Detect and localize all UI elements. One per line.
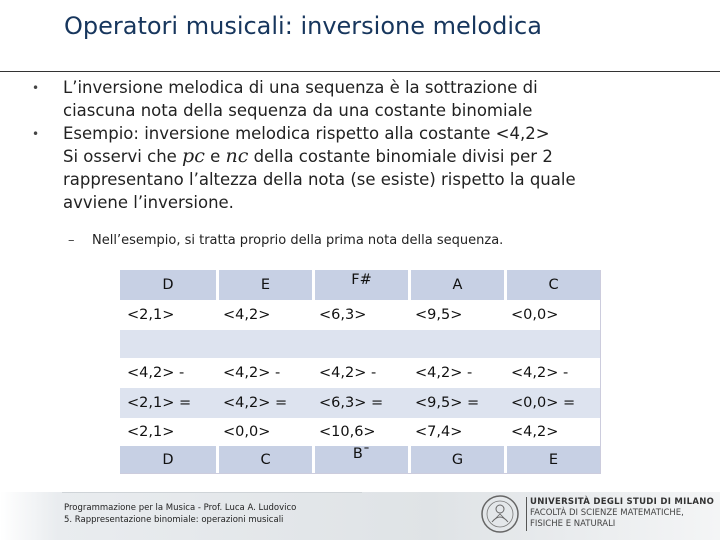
sub-bullet-marker: – bbox=[68, 233, 75, 248]
table-cell: <9,5> = bbox=[415, 395, 480, 411]
table-header-cell: D bbox=[162, 277, 174, 293]
table-footer-row bbox=[120, 446, 600, 473]
inversion-table bbox=[120, 270, 601, 474]
table-row bbox=[120, 358, 600, 388]
table-cell: <2,1> bbox=[127, 307, 175, 323]
symbol-pc: pc bbox=[182, 145, 205, 167]
table-cell: <4,2> - bbox=[127, 365, 185, 381]
table-cell: <6,3> = bbox=[319, 395, 384, 411]
table-row-empty bbox=[120, 330, 600, 358]
bullet-line: rappresentano l’altezza della nota (se esiste) rispetto la quale bbox=[63, 170, 576, 189]
text-fragment: della costante binomiale divisi per 2 bbox=[248, 147, 553, 166]
university-seal-icon bbox=[480, 494, 520, 534]
table-cell bbox=[408, 330, 504, 358]
table-cell: <4,2> - bbox=[511, 365, 569, 381]
table-row bbox=[120, 388, 600, 418]
table-cell bbox=[120, 330, 216, 358]
footer-course-line: Programmazione per la Musica - Prof. Luca A. Ludovico bbox=[64, 503, 297, 513]
table-cell: <0,0> bbox=[511, 307, 559, 323]
title-divider bbox=[0, 71, 720, 72]
text-fragment: Si osservi che bbox=[63, 147, 183, 166]
table-cell: <7,4> bbox=[415, 424, 463, 440]
table-footer-cell: B¯ bbox=[312, 446, 408, 473]
table-footer-cell: D bbox=[162, 451, 174, 468]
table-cell: <4,2> bbox=[511, 424, 559, 440]
table-footer-cell: E bbox=[504, 446, 600, 473]
footer-course-info bbox=[64, 502, 296, 526]
bullet-line: ciascuna nota della sequenza da una costante binomiale bbox=[63, 101, 533, 120]
table-header-cell: F# bbox=[312, 270, 408, 300]
bullet-example bbox=[63, 122, 663, 214]
table-header-cell: A bbox=[408, 270, 504, 300]
text-fragment: e bbox=[204, 147, 226, 166]
table-cell: <0,0> bbox=[223, 424, 271, 440]
table-cell: <4,2> - bbox=[415, 365, 473, 381]
bullet-marker: • bbox=[32, 127, 40, 141]
bullet-line: avviene l’inversione. bbox=[63, 193, 234, 212]
bullet-line bbox=[63, 145, 663, 168]
table-cell: <4,2> - bbox=[319, 365, 377, 381]
table-header-cell: E bbox=[216, 270, 312, 300]
table-footer-cell: G bbox=[408, 446, 504, 473]
table-cell bbox=[504, 330, 600, 358]
table-cell: <2,1> bbox=[127, 424, 175, 440]
table-cell: <0,0> = bbox=[511, 395, 576, 411]
table-header-cell: C bbox=[504, 270, 600, 300]
slide-title: Operatori musicali: inversione melodica bbox=[64, 12, 542, 40]
university-logo-text bbox=[530, 497, 714, 530]
faculty-name-cont: FISICHE E NATURALI bbox=[530, 519, 616, 529]
table-footer-cell: C bbox=[216, 446, 312, 473]
footer-lecture-line: 5. Rappresentazione binomiale: operazioni musicali bbox=[64, 515, 284, 525]
table-header-row bbox=[120, 270, 600, 300]
table-row bbox=[120, 418, 600, 446]
table-cell: <2,1> = bbox=[127, 395, 192, 411]
table-cell: <6,3> bbox=[319, 307, 367, 323]
table-cell bbox=[312, 330, 408, 358]
bullet-definition bbox=[63, 76, 663, 122]
table-cell: <10,6> bbox=[319, 424, 376, 440]
table-cell: <9,5> bbox=[415, 307, 463, 323]
table-cell: <4,2> = bbox=[223, 395, 288, 411]
sub-bullet-text: Nell’esempio, si tratta proprio della prima nota della sequenza. bbox=[92, 233, 504, 248]
university-name: UNIVERSITÀ DEGLI STUDI DI MILANO bbox=[530, 497, 715, 507]
logo-separator bbox=[526, 497, 527, 531]
table-cell bbox=[216, 330, 312, 358]
table-cell: <4,2> - bbox=[223, 365, 281, 381]
faculty-name: FACOLTÀ DI SCIENZE MATEMATICHE, bbox=[530, 508, 684, 518]
symbol-nc: nc bbox=[225, 145, 249, 167]
bullet-line: Esempio: inversione melodica rispetto alla costante <4,2> bbox=[63, 124, 550, 143]
table-cell: <4,2> bbox=[223, 307, 271, 323]
bullet-line: L’inversione melodica di una sequenza è la sottrazione di bbox=[63, 78, 538, 97]
bullet-marker: • bbox=[32, 81, 40, 95]
table-row bbox=[120, 300, 600, 330]
